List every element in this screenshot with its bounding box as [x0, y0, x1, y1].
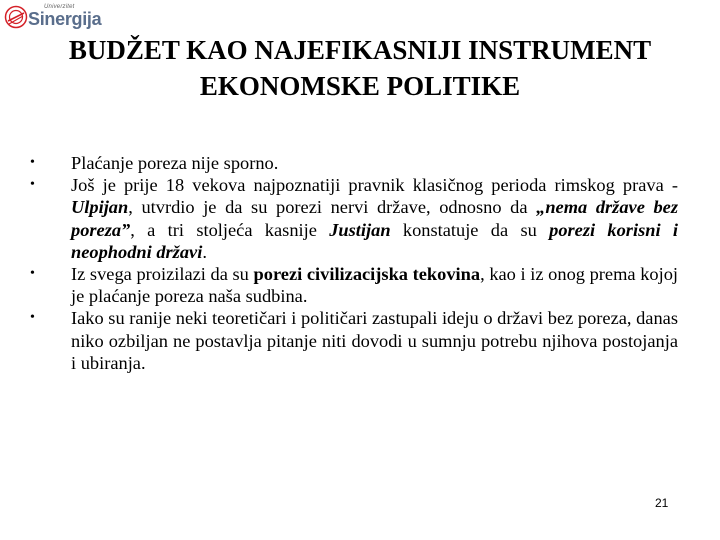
bullet-text-segment: Ulpijan [71, 197, 129, 218]
bullet-list [28, 152, 678, 374]
bullet-item [28, 263, 678, 307]
bullet-text-segment: konstatuje da su [390, 219, 550, 240]
bullet-text-segment: Justijan [329, 219, 391, 240]
bullet-text-segment: Iz svega proizilazi da su [71, 264, 254, 285]
bullet-text-segment: „nema države bez poreza” [71, 197, 678, 240]
bullet-dot-icon: • [30, 266, 35, 282]
bullet-text-segment: , kao i iz onog prema kojoj je plaćanje poreza naša sudbina. [71, 264, 678, 307]
bullet-item [28, 174, 678, 263]
bullet-text-segment: porezi civilizacijska tekovina [253, 264, 481, 285]
bullet-text-segment: Još je prije 18 vekova najpoznatiji pravnik klasičnog perioda rimskog prava - [71, 175, 678, 196]
university-logo [4, 4, 100, 30]
slide-title [30, 32, 690, 104]
bullet-text-segment: . [202, 241, 207, 262]
page-number: 21 [655, 496, 669, 510]
bullet-text-segment: , a tri stoljeća kasnije [130, 219, 330, 240]
bullet-text-segment: , utvrdio je da su porezi nervi države, odnosno da [128, 197, 537, 218]
sinergija-emblem-icon [4, 5, 28, 29]
slide-title-line-2: EKONOMSKE POLITIKE [199, 71, 521, 101]
bullet-dot-icon: • [30, 155, 35, 170]
slide-title-line-1: BUDŽET KAO NAJEFIKASNIJI INSTRUMENT [68, 35, 652, 65]
slide-content [28, 152, 678, 374]
bullet-item [28, 152, 678, 174]
logo-top-text: Univerzitet [44, 4, 75, 10]
bullet-dot-icon: • [30, 310, 35, 326]
bullet-dot-icon: • [30, 177, 35, 193]
bullet-text-segment: Iako su ranije neki teoretičari i političari zastupali ideju o državi bez poreza, danas niko ozbiljan ne postavlja pitanje niti dovodi u sumnju potrebu njihova postojanja i ubiranja. [71, 308, 678, 373]
bullet-item [28, 307, 678, 374]
bullet-text-segment: porezi korisni i neophodni državi [71, 219, 678, 262]
logo-main-text: Sinergija [28, 9, 102, 29]
bullet-text-segment: Plaćanje poreza nije sporno. [71, 153, 279, 173]
